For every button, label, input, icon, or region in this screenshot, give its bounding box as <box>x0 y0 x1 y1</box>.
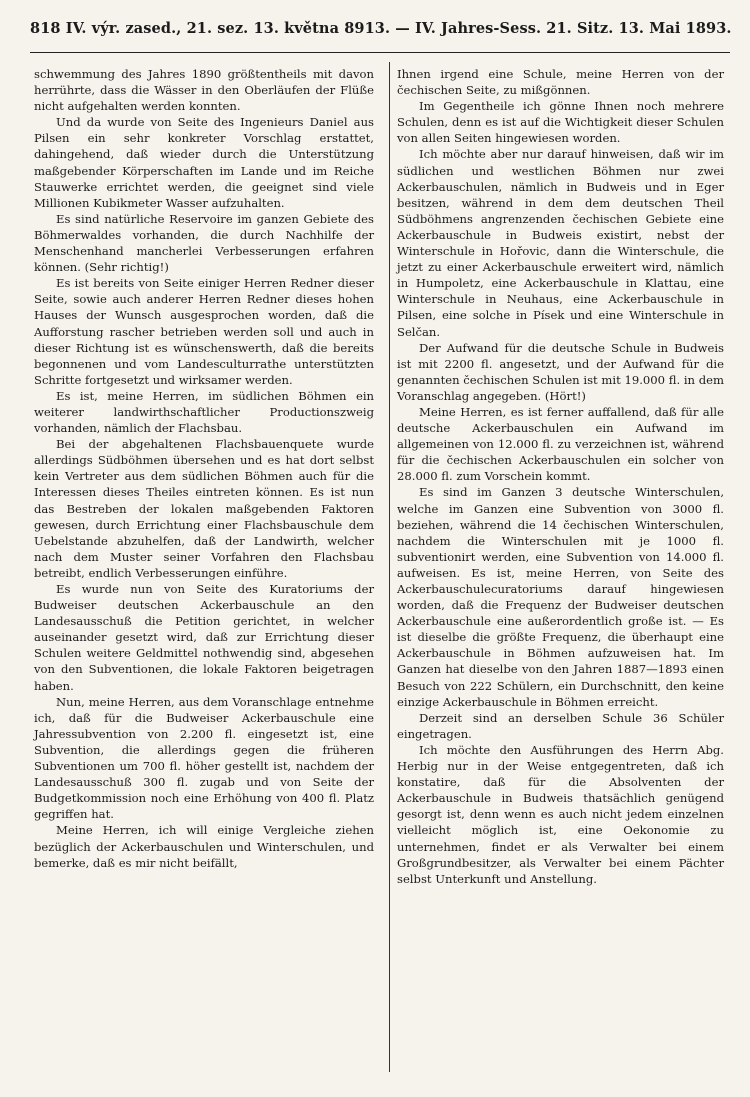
paragraph: Es ist bereits von Seite einiger Herren Redner dieser Seite, sowie auch anderer Herren Redner dieses hohen Hauses der Wunsch ausgesprochen worden, daß die Aufforstung rascher betrieben werden soll und auch in dieser Richtung ist es wünschenswerth, daß die bereits begonnenen und vom Landesculturrathe unterstützten Schritte fortgesetzt und wirksamer werden. <box>34 276 374 387</box>
paragraph: Derzeit sind an derselben Schule 36 Schüler eingetragen. <box>397 710 724 741</box>
column-divider <box>389 62 390 1072</box>
paragraph: Meine Herren, ich will einige Vergleiche ziehen bezüglich der Ackerbauschulen und Winterschulen, und bemerke, daß es mir nicht beifällt, <box>34 823 374 870</box>
paragraph: Es wurde nun von Seite des Kuratoriums der Budweiser deutschen Ackerbauschule an den Landesausschuß die Petition gerichtet, in welcher auseinander gesetzt wird, daß zur Errichtung dieser Schulen weitere Geldmittel nothwendig sind, abgesehen von den Subventionen, die lokale Faktoren beigetragen haben. <box>34 582 374 693</box>
paragraph: Es sind im Ganzen 3 deutsche Winterschulen, welche im Ganzen eine Subvention von 3000 fl. beziehen, während die 14 čechischen Winterschulen, nachdem die Winterschulen mit je 1000 fl. subventionirt werden, eine Subvention von 14.000 fl. aufweisen. Es ist, meine Herren, von Seite des Ackerbauschulecuratoriums darauf hingewiesen worden, daß die Frequenz der Budweiser deutschen Ackerbauschule eine außerordentlich große ist. — Es ist dieselbe die größte Frequenz, die überhaupt eine Ackerbauschule in Böhmen aufzuweisen hat. Im Ganzen hat dieselbe von den Jahren 1887—1893 einen Besuch von 222 Schülern, ein Durchschnitt, den keine einzige Ackerbauschule in Böhmen erreicht. <box>397 485 724 709</box>
paragraph: Im Gegentheile ich gönne Ihnen noch mehrere Schulen, denn es ist auf die Wichtigkeit dieser Schulen von allen Seiten hingewiesen worden. <box>397 99 724 146</box>
paragraph: Ihnen irgend eine Schule, meine Herren von der čechischen Seite, zu mißgönnen. <box>397 67 724 98</box>
page-header: 818 IV. výr. zased., 21. sez. 13. května 8913. — IV. Jahres-Sess. 21. Sitz. 13. Mai 1893. <box>30 20 732 37</box>
header-rule <box>30 52 730 53</box>
paragraph: Ich möchte den Ausführungen des Herrn Abg. Herbig nur in der Weise entgegentreten, daß ich konstatire, daß für die Absolventen der Ackerbauschule in Budweis thatsächlich genügend gesorgt ist, denn wenn es auch nicht jedem einzelnen vielleicht möglich ist, eine Oekonomie zu unternehmen, findet er als Verwalter bei einem Großgrundbesitzer, als Verwalter bei einem Pächter selbst Unterkunft und Anstellung. <box>397 742 724 886</box>
paragraph: Ich möchte aber nur darauf hinweisen, daß wir im südlichen und westlichen Böhmen nur zwei Ackerbauschulen, nämlich in Budweis und in Eger besitzen, während in dem dem deutschen Theil Südböhmens angrenzenden čechischen Gebiete eine Ackerbauschule in Budweis existirt, nebst der Winterschule in Hořovic, dann die Winterschule, die jetzt zu einer Ackerbauschule erweitert wird, nämlich in Humpoletz, eine Ackerbauschule in Klattau, eine Winterschule in Neuhaus, eine Ackerbauschule in Pilsen, eine solche in Písek und eine Winterschule in Selčan. <box>397 147 724 339</box>
paragraph: Meine Herren, es ist ferner auffallend, daß für alle deutsche Ackerbauschulen ein Aufwand im allgemeinen von 12.000 fl. zu verzeichnen ist, während für die čechischen Ackerbauschulen ein solcher von 28.000 fl. zum Vorschein kommt. <box>397 404 724 484</box>
paragraph: Nun, meine Herren, aus dem Voranschlage entnehme ich, daß für die Budweiser Ackerbauschule eine Jahressubvention von 2.200 fl. eingesetzt ist, eine Subvention, die allerdings gegen die früheren Subventionen um 700 fl. höher gestellt ist, nachdem der Landesausschuß 300 fl. zugab und von Seite der Budgetkommission noch eine Erhöhung von 400 fl. Platz gegriffen hat. <box>34 694 374 822</box>
paragraph: Bei der abgehaltenen Flachsbauenquete wurde allerdings Südböhmen übersehen und es hat dort selbst kein Vertreter aus dem südlichen Böhmen auch für die Interessen dieses Theiles eintreten können. Es ist nun das Bestreben der lokalen maßgebenden Faktoren gewesen, durch Errichtung einer Flachsbauschule dem Uebelstande abzuhelfen, daß der Landwirth, welcher nach dem Muster seiner Vorfahren den Flachsbau betreibt, endlich Verbesserungen einführe. <box>34 437 374 580</box>
left-column <box>34 66 374 871</box>
paragraph: Und da wurde von Seite des Ingenieurs Daniel aus Pilsen ein sehr konkreter Vorschlag erstattet, dahingehend, daß wieder durch die Unterstützung maßgebender Körperschaften im Lande und im Reiche Stauwerke errichtet werden, die geeignet sind viele Millionen Kubikmeter Wasser aufzuhalten. <box>34 115 374 210</box>
paragraph: Der Aufwand für die deutsche Schule in Budweis ist mit 2200 fl. angesetzt, und der Aufwand für die genannten čechischen Schulen ist mit 19.000 fl. in dem Voranschlag angegeben. (Hört!) <box>397 340 724 403</box>
right-column <box>397 66 724 887</box>
paragraph: Es sind natürliche Reservoire im ganzen Gebiete des Böhmerwaldes vorhanden, die durch Nachhilfe der Menschenhand mancherlei Verbesserungen erfahren können. (Sehr richtig!) <box>34 211 374 275</box>
paragraph: Es ist, meine Herren, im südlichen Böhmen ein weiterer landwirthschaftlicher Productionszweig vorhanden, nämlich der Flachsbau. <box>34 388 374 436</box>
paragraph: schwemmung des Jahres 1890 größtentheils mit davon herrührte, dass die Wässer in den Oberläufen der Flüße nicht aufgehalten werden konnten. <box>34 67 374 114</box>
